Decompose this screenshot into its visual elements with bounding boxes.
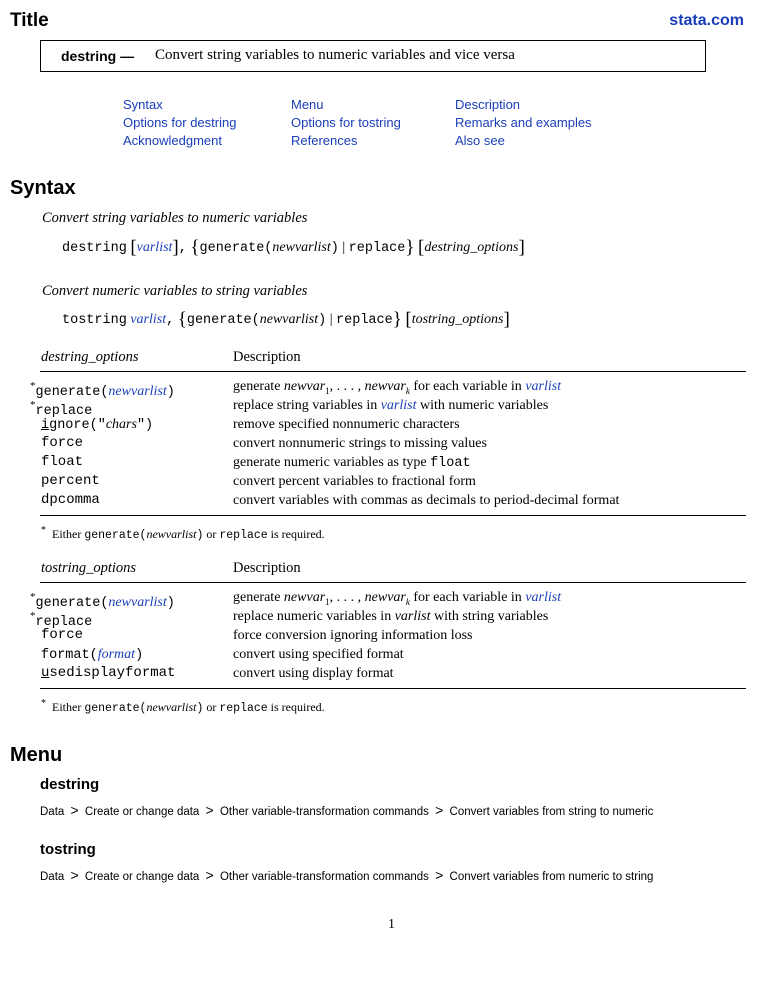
site-link[interactable]: stata.com	[669, 12, 744, 29]
toc-col-1	[123, 96, 236, 150]
tostring-options-header: tostring_options	[41, 560, 137, 576]
title-description: Convert string variables to numeric variables and vice versa	[155, 47, 515, 63]
menu-destring-path: Data > Create or change data > Other variable-transformation commands > Convert variables from string to numeric	[40, 802, 654, 818]
menu-tostring-heading: tostring	[40, 841, 96, 858]
table-rule	[40, 371, 746, 372]
table-row-desc: generate newvar$_1$, . . . , newvar$_k$ for each variable in varlist	[233, 590, 562, 607]
table-row-desc: force conversion ignoring information loss	[233, 628, 473, 643]
toc-col-2	[291, 96, 401, 150]
table-rule	[40, 688, 746, 689]
table-row: *generate(newvarlist)	[30, 591, 175, 611]
tostring-desc-header: Description	[233, 560, 301, 576]
table-row-desc: convert variables with commas as decimals to period-decimal format	[233, 493, 620, 508]
toc-link-description[interactable]: Description	[455, 97, 521, 112]
toc-link-options-tostring[interactable]: Options for tostring	[291, 115, 401, 130]
table-row: usedisplayformat	[41, 665, 176, 681]
tostring-syntax: tostring varlist, {generate(newvarlist) | replace} [tostring_options]	[62, 309, 510, 330]
table-row: dpcomma	[41, 492, 100, 508]
toc-link-acknowledgment[interactable]: Acknowledgment	[123, 133, 222, 148]
table-row-desc: generate numeric variables as type float	[233, 455, 471, 471]
menu-tostring-path: Data > Create or change data > Other variable-transformation commands > Convert variables from numeric to string	[40, 867, 654, 883]
toc-link-references[interactable]: References	[291, 133, 358, 148]
destring-syntax-label: Convert string variables to numeric variables	[42, 210, 308, 226]
table-row: percent	[41, 473, 100, 489]
table-rule	[40, 582, 746, 583]
table-row: float	[41, 454, 84, 470]
toc-link-menu[interactable]: Menu	[291, 97, 324, 112]
toc-link-also-see[interactable]: Also see	[455, 133, 505, 148]
table-row: *generate(newvarlist)	[30, 380, 175, 400]
table-row-desc: replace string variables in varlist with numeric variables	[233, 398, 549, 413]
menu-heading: Menu	[10, 744, 63, 766]
destring-footnote: * Either generate(newvarlist) or replace is required.	[41, 525, 325, 542]
toc-link-remarks[interactable]: Remarks and examples	[455, 115, 592, 130]
section-title: Title	[10, 10, 49, 31]
varlist-link[interactable]: varlist	[136, 240, 173, 255]
table-row: *replace	[30, 399, 93, 419]
toc-link-options-destring[interactable]: Options for destring	[123, 115, 237, 130]
toc-link-syntax[interactable]: Syntax	[123, 97, 163, 112]
table-row: *replace	[30, 610, 93, 630]
tostring-footnote: * Either generate(newvarlist) or replace is required.	[41, 698, 325, 715]
menu-destring-heading: destring	[40, 776, 100, 793]
syntax-heading: Syntax	[10, 177, 76, 199]
table-rule	[40, 515, 746, 516]
table-row: force	[41, 627, 84, 643]
tostring-syntax-label: Convert numeric variables to string variables	[42, 283, 308, 299]
title-command: destring —	[61, 48, 135, 64]
page-number: 1	[388, 917, 395, 932]
table-row: format(format)	[41, 647, 144, 663]
table-row-desc: convert percent variables to fractional form	[233, 474, 476, 489]
destring-syntax: destring [varlist], {generate(newvarlist) | replace} [destring_options]	[62, 237, 525, 258]
table-row-desc: remove specified nonnumeric characters	[233, 417, 460, 432]
destring-options-header: destring_options	[41, 349, 139, 365]
table-row-desc: convert nonnumeric strings to missing values	[233, 436, 487, 451]
toc-col-3	[455, 96, 592, 150]
destring-desc-header: Description	[233, 349, 301, 365]
table-row: ignore("chars")	[41, 417, 154, 433]
table-row: force	[41, 435, 84, 451]
table-row-desc: convert using display format	[233, 666, 394, 681]
table-row-desc: convert using specified format	[233, 647, 404, 662]
title-box	[40, 40, 706, 72]
varlist-link-2[interactable]: varlist	[130, 312, 167, 327]
table-row-desc: replace numeric variables in varlist with string variables	[233, 609, 549, 624]
table-row-desc: generate newvar$_1$, . . . , newvar$_k$ for each variable in varlist	[233, 379, 562, 396]
